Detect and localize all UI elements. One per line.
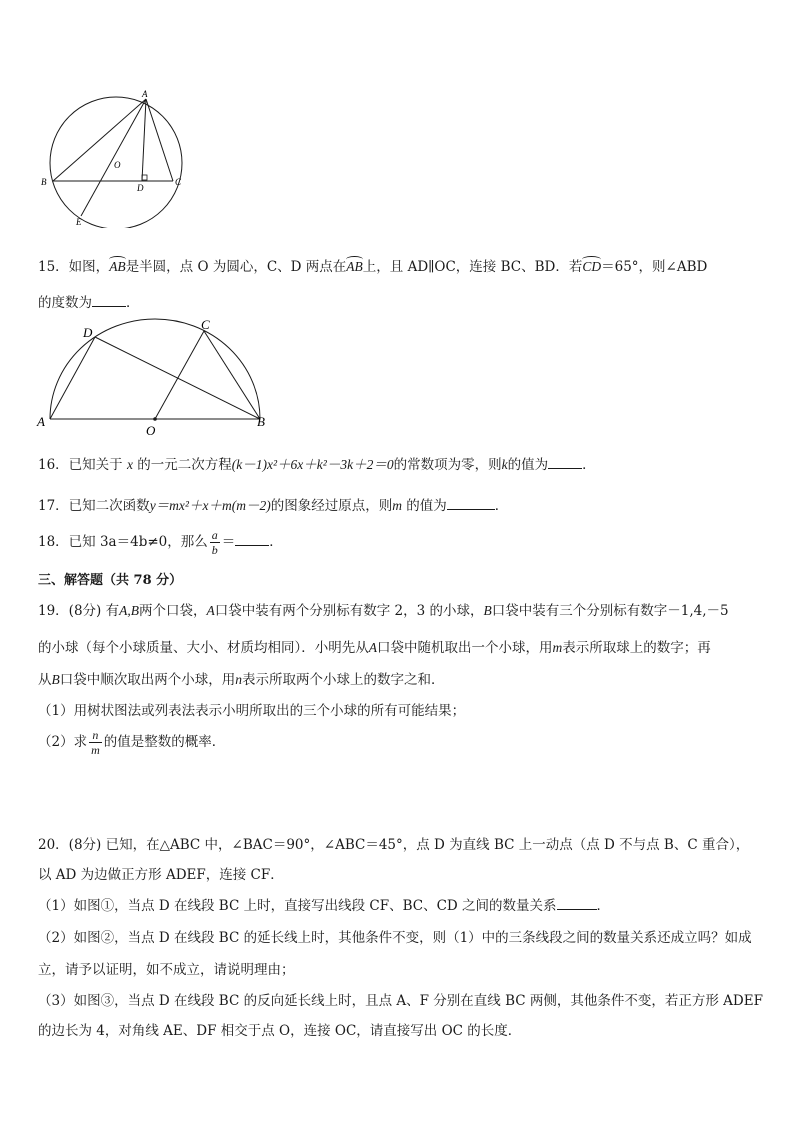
q15-line1: [38, 255, 707, 275]
q20-line2: 以 AD 为边做正方形 ADEF，连接 CF．: [38, 867, 284, 883]
label-a: A: [142, 89, 148, 99]
q17-text2: 的值为: [406, 498, 447, 514]
q20-p1-end: ．: [596, 898, 611, 914]
var-k: k: [501, 457, 508, 472]
q19-t7: 从: [38, 672, 52, 688]
frac-den: m: [91, 743, 100, 757]
var-a: A: [206, 603, 215, 618]
q15-end: ．: [126, 295, 140, 311]
label-b: B: [257, 414, 265, 429]
q15-line2: [38, 291, 140, 311]
q19-t9: 表示所取两个小球上的数字之和．: [242, 672, 445, 688]
arc-ab: AB: [109, 259, 126, 274]
q19-p2-text2: 的值是整数的概率．: [103, 734, 226, 750]
q19-line1: [38, 599, 729, 619]
q16-text2: 的常数项为零，则: [393, 457, 502, 473]
q19-number: 19．(8分) 有: [38, 603, 120, 619]
q16-equation: (k－1)x²＋6x＋k²－3k＋2＝0: [231, 457, 394, 472]
label-d: D: [83, 325, 93, 340]
q19-line2: [38, 636, 711, 656]
segment-ad: [50, 337, 95, 419]
frac-num: a: [211, 528, 218, 542]
q15-text2: 上，且 AD∥OC，连接 BC、BD．若: [362, 259, 583, 275]
q15-text4: 的度数为: [38, 295, 92, 311]
q20-p1-text: （1）如图①，当点 D 在线段 BC 上时，直接写出线段 CF、BC、CD 之间的数量关系: [38, 898, 557, 914]
var-x: x: [126, 457, 133, 472]
q17-answer-blank[interactable]: [447, 497, 495, 510]
q20-part2b: 立，请予以证明，如不成立，请说明理由；: [38, 962, 295, 978]
fraction-a-over-b: [210, 528, 220, 557]
section-heading: 三、解答题（共 78 分）: [38, 573, 183, 588]
q18-end: ．: [269, 534, 283, 550]
var-b2: B: [51, 672, 60, 687]
q17-number: 17．已知二次函数: [38, 498, 150, 514]
q20-line1: 20．(8分) 已知，在△ABC 中，∠BAC＝90°，∠ABC＝45°，点 D 为直线 BC 上一动点（点 D 不与点 B、C 重合），: [38, 837, 750, 853]
var-m: m: [392, 498, 402, 513]
q19-line3: [38, 668, 445, 688]
q18-number: 18．已知 3a＝4b≠0，那么: [38, 534, 208, 550]
circle-figure: [36, 88, 196, 228]
q20-part3a: （3）如图③，当点 D 在线段 BC 的反向延长线上时，且点 A、F 分别在直线 BC 两侧，其他条件不变，若正方形 ADEF: [38, 993, 763, 1009]
q16-answer-blank[interactable]: [548, 456, 582, 469]
segment-oc: [155, 331, 204, 419]
q16-number: 16．已知关于: [38, 457, 123, 473]
var-m: m: [552, 640, 563, 655]
segment-ae: [81, 99, 146, 216]
segment-ab: [53, 99, 146, 181]
label-e: E: [76, 217, 82, 227]
q17-equation: y＝mx²＋x＋m(m－2): [149, 498, 271, 513]
arc-ab-2: AB: [346, 259, 363, 274]
q20-part2a: （2）如图②，当点 D 在线段 BC 的延长线上时，其他条件不变，则（1）中的三条线段之间的数量关系还成立吗？如成: [38, 930, 752, 946]
segment-bc: [204, 331, 260, 419]
var-ab: A,B: [119, 603, 139, 618]
q19-t3: 口袋中装有三个分别标有数字－1,4,－5: [491, 603, 729, 619]
var-n: n: [235, 672, 242, 687]
q19-part2: [38, 728, 225, 757]
q19-t1: 两个口袋，: [138, 603, 207, 619]
q15-number: 15．如图，: [38, 259, 110, 275]
frac-num: n: [89, 728, 102, 743]
q15-text1: 是半圆，点 O 为圆心，C、D 两点在: [125, 259, 347, 275]
frac-den: b: [211, 543, 218, 557]
q18-answer-blank[interactable]: [235, 533, 269, 546]
label-a: A: [37, 414, 45, 429]
label-o: O: [146, 423, 156, 438]
q17-end: ．: [494, 498, 509, 514]
q19-t6: 表示所取球上的数字；再: [562, 640, 711, 656]
label-c: C: [201, 317, 210, 332]
q16-text: 的一元二次方程: [137, 457, 232, 473]
q19-part1: （1）用树状图法或列表法表示小明所取出的三个小球的所有可能结果；: [38, 703, 466, 719]
q16-text3: 的值为: [507, 457, 549, 473]
q19-t5: 口袋中随机取出一个小球，用: [377, 640, 553, 656]
var-a2: A: [368, 640, 377, 655]
q17-text: 的图象经过原点，则: [270, 498, 393, 514]
fraction-n-over-m: [89, 728, 102, 757]
segment-ad: [142, 99, 146, 181]
q19-t8: 口袋中顺次取出两个小球，用: [59, 672, 236, 688]
var-b: B: [483, 603, 492, 618]
q16-line: [38, 453, 596, 473]
q19-t4: 的小球（每个小球质量、大小、材质均相同）．小明先从: [38, 640, 369, 656]
label-o: O: [114, 160, 121, 170]
semicircle-figure: [34, 312, 274, 440]
label-c: C: [175, 177, 182, 187]
q20-part3b: 的边长为 4，对角线 AE、DF 相交于点 O，连接 OC，请直接写出 OC 的长度．: [38, 1023, 522, 1039]
center-dot: [153, 417, 157, 421]
label-d: D: [137, 183, 144, 193]
q15-answer-blank[interactable]: [92, 294, 126, 307]
q15-text3: ＝65°，则∠ABD: [601, 259, 708, 275]
q20-answer-blank[interactable]: [557, 897, 597, 910]
q18-line: [38, 528, 283, 557]
q20-part1: [38, 894, 610, 914]
label-b: B: [41, 177, 47, 187]
q19-p2-text: （2）求: [38, 734, 88, 750]
q17-line: [38, 494, 508, 514]
q19-t2: 口袋中装有两个分别标有数字 2，3 的小球，: [214, 603, 484, 619]
q16-end: ．: [582, 457, 596, 473]
q18-eq: ＝: [221, 534, 236, 550]
segment-ac: [146, 99, 173, 181]
arc-cd: CD: [582, 259, 602, 274]
